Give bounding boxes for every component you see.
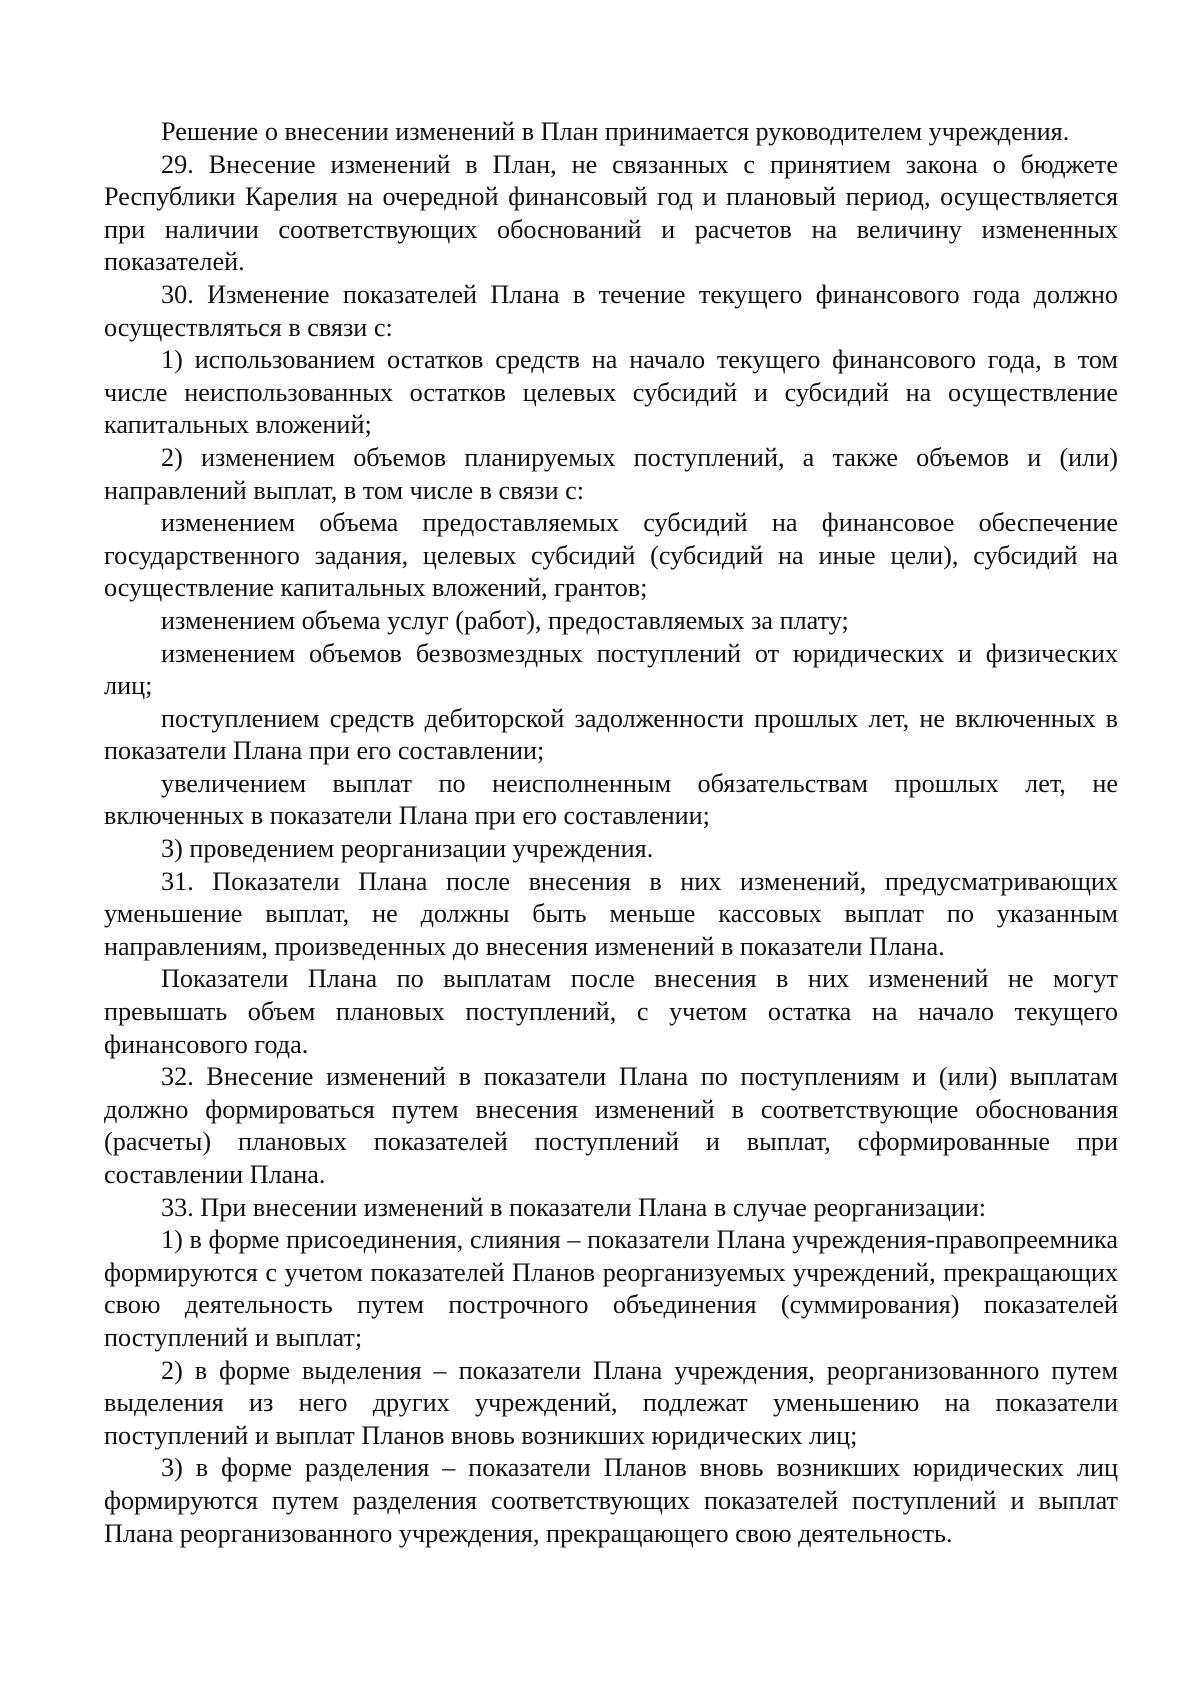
document-page [104,116,1118,1550]
paragraph-29: 29. Внесение изменений в План, не связанных с принятием закона о бюджете Республики Карелия на очередной финансовый год и плановый период, осуществляется при наличии соответствующих обоснований и расчетов на величину измененных показателей. [104,149,1118,277]
paragraph-32: 32. Внесение изменений в показатели Плана по поступлениям и (или) выплатам должно формироваться путем внесения изменений в соответствующие обоснования (расчеты) плановых показателей поступлений и выплат, сформированные при составлении Плана. [104,1062,1118,1189]
paragraph-30-item-2-gratuitous-receipts: изменением объемов безвозмездных поступлений от юридических и физических лиц; [104,638,1118,701]
paragraph-33-item-1: 1) в форме присоединения, слияния – показатели Плана учреждения-правопреемника формируются с учетом показателей Планов реорганизуемых учреждений, прекращающих свою деятельность путем построчного объединения (суммирования) показателей поступлений и выплат; [104,1225,1118,1352]
paragraph-30-item-2-obligations: увеличением выплат по неисполненным обязательствам прошлых лет, не включенных в показатели Плана при его составлении; [104,768,1118,831]
paragraph-31-limit: Показатели Плана по выплатам после внесения в них изменений не могут превышать объем плановых поступлений, с учетом остатка на начало текущего финансового года. [104,964,1118,1059]
paragraph-30: 30. Изменение показателей Плана в течение текущего финансового года должно осуществляться в связи с: [104,279,1118,342]
paragraph-31: 31. Показатели Плана после внесения в них изменений, предусматривающих уменьшение выплат, не должны быть меньше кассовых выплат по указанным направлениям, произведенных до внесения изменений в показатели Плана. [104,866,1118,961]
paragraph-30-item-2-subsidies: изменением объема предоставляемых субсидий на финансовое обеспечение государственного задания, целевых субсидий (субсидий на иные цели), субсидий на осуществление капитальных вложений, грантов; [104,508,1118,603]
paragraph-30-item-2-receivables: поступлением средств дебиторской задолженности прошлых лет, не включенных в показатели Плана при его составлении; [104,703,1118,766]
paragraph-30-item-2: 2) изменением объемов планируемых поступлений, а также объемов и (или) направлений выплат, в том числе в связи с: [104,442,1118,505]
paragraph-33-item-3: 3) в форме разделения – показатели Планов вновь возникших юридических лиц формируются путем разделения соответствующих показателей поступлений и выплат Плана реорганизованного учреждения, прекращающего свою деятельность. [104,1453,1118,1548]
paragraph-decision-authority: Решение о внесении изменений в План принимается руководителем учреждения. [161,117,1070,146]
paragraph-30-item-3: 3) проведением реорганизации учреждения. [161,834,654,864]
paragraph-33-item-2: 2) в форме выделения – показатели Плана учреждения, реорганизованного путем выделения из него других учреждений, подлежат уменьшению на показатели поступлений и выплат Планов вновь возникших юридических лиц; [104,1355,1118,1450]
paragraph-33: 33. При внесении изменений в показатели Плана в случае реорганизации: [161,1192,987,1222]
paragraph-30-item-1: 1) использованием остатков средств на начало текущего финансового года, в том числе неиспользованных остатков целевых субсидий и субсидий на осуществление капитальных вложений; [104,345,1118,440]
paragraph-30-item-2-paid-services: изменением объема услуг (работ), предоставляемых за плату; [161,605,849,635]
